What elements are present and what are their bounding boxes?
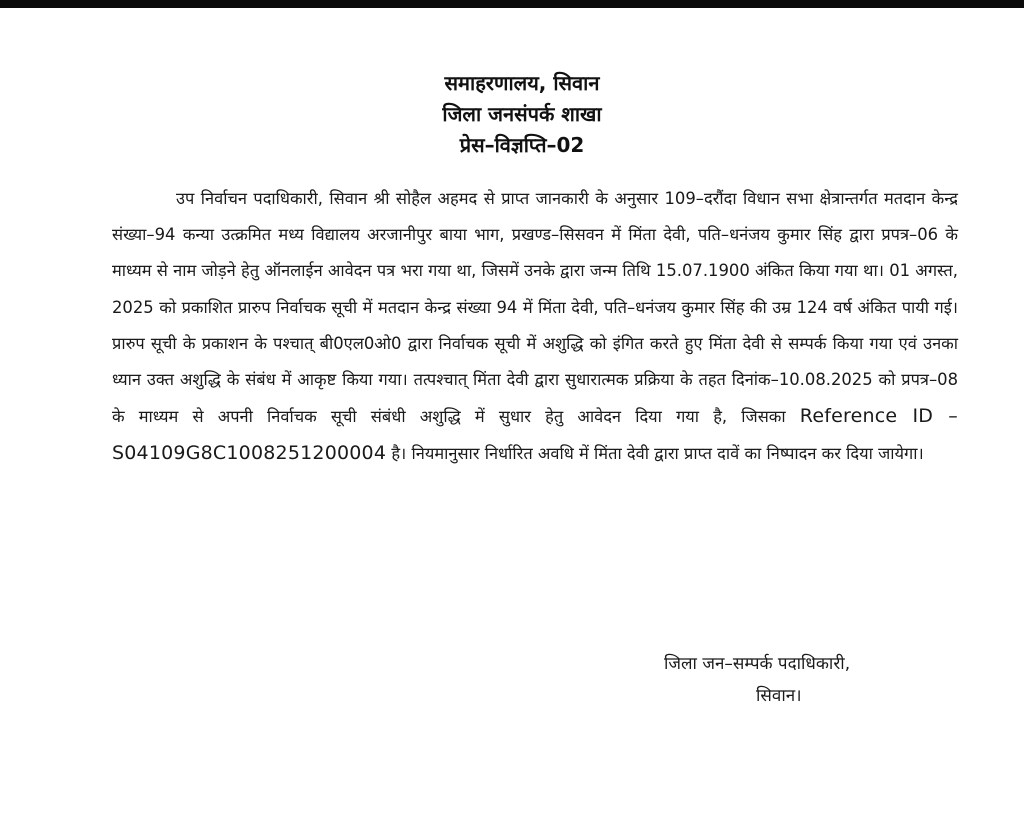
body-text-part-1: उप निर्वाचन पदाधिकारी, सिवान श्री सोहैल अहमद से प्राप्त जानकारी के अनुसार 109–दरौंदा विधान सभा क्षेत्रान्तर्गत मतदान केन्द्र संख्या–94 कन्या उत्क्रमित मध्य विद्यालय अरजानीपुर बाया भाग, प्रखण्ड–सिसवन में मिंता देवी, पति–धनंजय कुमार सिंह द्वारा प्रपत्र–06 के माध्यम से नाम जोड़ने हेतु ऑनलाईन आवेदन पत्र भरा गया था, जिसमें उनके द्वारा जन्म तिथि 15.07.1900 अंकित किया गया था। 01 अगस्त, 2025 को प्रकाशित प्रारुप निर्वाचक सूची में मतदान केन्द्र संख्या 94 में मिंता देवी, पति–धनंजय कुमार सिंह की उम्र 124 वर्ष अंकित पायी गई। प्रारुप सूची के प्रकाशन के पश्चात् बी0एल0ओ0 द्वारा निर्वाचक सूची में अशुद्धि को इंगित करते हुए मिंता देवी से सम्पर्क किया गया एवं उनका ध्यान उक्त अशुद्धि के संबंध में आकृष्ट किया गया। तत्पश्चात् मिंता देवी द्वारा सुधारात्मक प्रक्रिया के तहत दिनांक–10.08.2025 को प्रपत्र–08 के माध्यम से अपनी निर्वाचक सूची संबंधी अशुद्धि में सुधार हेतु आवेदन दिया गया है, जिसका xyxy=(112,189,959,427)
document-header xyxy=(0,68,1024,161)
top-border-bar xyxy=(0,0,1024,8)
press-release-body xyxy=(112,181,958,473)
branch-title: जिला जनसंपर्क शाखा xyxy=(442,102,602,126)
reference-id: Reference ID – S04109G8C1008251200004 xyxy=(112,405,958,465)
signatory-designation: जिला जन–सम्पर्क पदाधिकारी, xyxy=(664,654,851,674)
office-title: समाहरणालय, सिवान xyxy=(444,71,600,95)
signature-block xyxy=(664,648,850,712)
signatory-place: सिवान। xyxy=(756,686,802,706)
body-text-part-2: है। नियमानुसार निर्धारित अवधि में मिंता देवी द्वारा प्राप्त दावें का निष्पादन कर दिया जायेगा। xyxy=(386,444,924,464)
press-release-number: प्रेस–विज्ञप्ति–02 xyxy=(459,133,585,157)
